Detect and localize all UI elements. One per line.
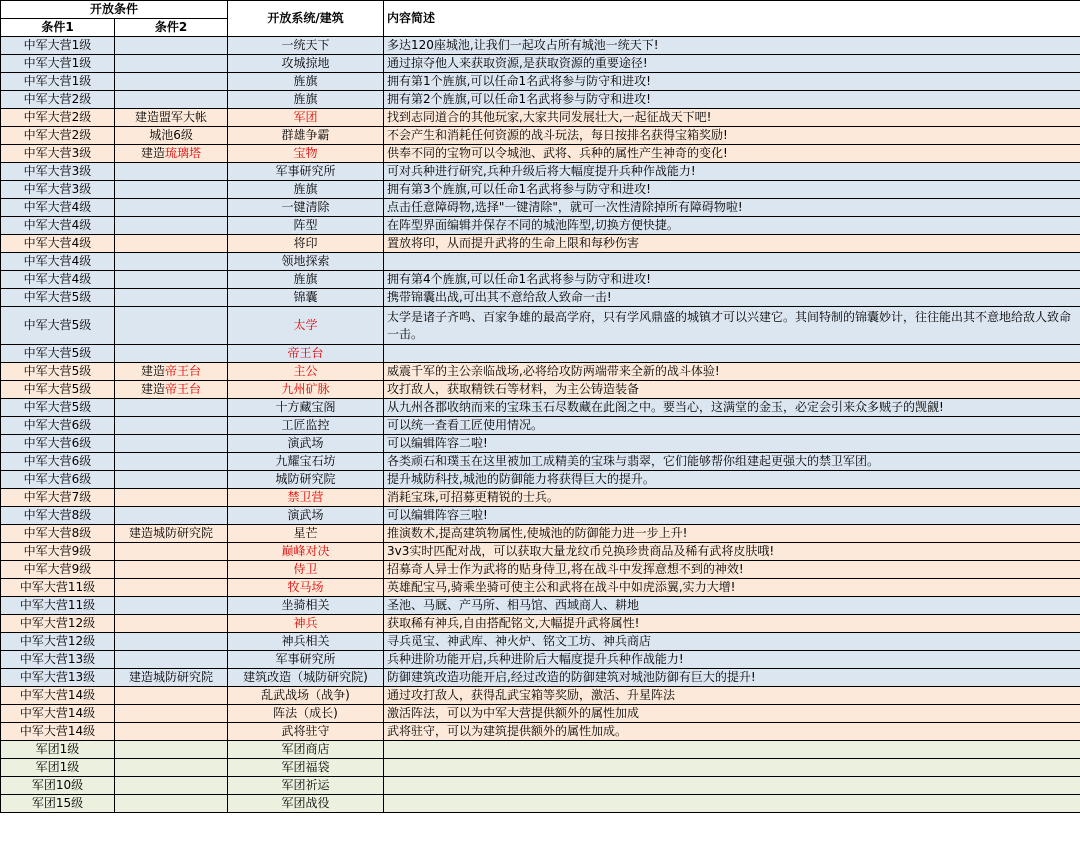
cond1-cell: 中军大营6级	[1, 417, 115, 435]
system-cell: 神兵相关	[228, 633, 384, 651]
cond1-cell: 中军大营1级	[1, 37, 115, 55]
system-cell: 领地探索	[228, 253, 384, 271]
table-row	[1, 615, 1080, 633]
description-cell: 寻兵觅宝、神武库、神火炉、铭文工坊、神兵商店	[384, 633, 1080, 651]
table-row	[1, 289, 1080, 307]
cond1-cell: 中军大营4级	[1, 271, 115, 289]
cond1-cell: 中军大营6级	[1, 471, 115, 489]
system-cell: 牧马场	[228, 579, 384, 597]
cond1-cell: 中军大营6级	[1, 453, 115, 471]
cond1-cell: 中军大营4级	[1, 235, 115, 253]
cond2-cell	[115, 705, 228, 723]
cond1-cell: 军团10级	[1, 777, 115, 795]
table-row	[1, 363, 1080, 381]
system-cell: 武将驻守	[228, 723, 384, 741]
cond2-cell	[115, 615, 228, 633]
system-cell: 禁卫营	[228, 489, 384, 507]
table-row	[1, 525, 1080, 543]
cond2-cell	[115, 489, 228, 507]
cond2-cell	[115, 795, 228, 813]
cond2-cell	[115, 741, 228, 759]
system-cell: 将印	[228, 235, 384, 253]
cond2-cell	[115, 579, 228, 597]
table-row	[1, 91, 1080, 109]
cond2-cell	[115, 561, 228, 579]
table-row	[1, 345, 1080, 363]
cond2-cell	[115, 471, 228, 489]
description-cell: 拥有第1个旌旗,可以任命1名武将参与防守和进攻!	[384, 73, 1080, 91]
cond2-cell	[115, 181, 228, 199]
cond1-cell: 军团15级	[1, 795, 115, 813]
cond2-cell	[115, 687, 228, 705]
system-cell: 星芒	[228, 525, 384, 543]
system-cell: 旌旗	[228, 181, 384, 199]
cond2-cell	[115, 307, 228, 345]
system-cell: 军团祈运	[228, 777, 384, 795]
system-cell: 演武场	[228, 507, 384, 525]
table-row	[1, 453, 1080, 471]
cond2-cell: 建造盟军大帐	[115, 109, 228, 127]
cond1-cell: 中军大营5级	[1, 307, 115, 345]
table-row	[1, 37, 1080, 55]
system-cell: 军团商店	[228, 741, 384, 759]
description-cell: 不会产生和消耗任何资源的战斗玩法，每日按排名获得宝箱奖励!	[384, 127, 1080, 145]
table-row	[1, 381, 1080, 399]
cond1-cell: 中军大营5级	[1, 363, 115, 381]
cond1-cell: 中军大营2级	[1, 109, 115, 127]
description-cell	[384, 345, 1080, 363]
system-cell: 主公	[228, 363, 384, 381]
system-cell: 九耀宝石坊	[228, 453, 384, 471]
cond2-prefix: 建造	[140, 146, 165, 160]
description-cell	[384, 777, 1080, 795]
cond2-cell	[115, 417, 228, 435]
description-cell: 可以编辑阵容二啦!	[384, 435, 1080, 453]
system-cell: 乱武战场（战争)	[228, 687, 384, 705]
system-cell: 军事研究所	[228, 163, 384, 181]
system-cell: 神兵	[228, 615, 384, 633]
description-cell: 可以编辑阵容三啦!	[384, 507, 1080, 525]
header-system: 开放系统/建筑	[228, 1, 384, 37]
system-cell: 锦囊	[228, 289, 384, 307]
description-cell: 拥有第3个旌旗,可以任命1名武将参与防守和进攻!	[384, 181, 1080, 199]
system-cell: 九州矿脉	[228, 381, 384, 399]
cond1-cell: 中军大营14级	[1, 705, 115, 723]
table-row	[1, 253, 1080, 271]
description-cell: 携带锦囊出战,可出其不意给敌人致命一击!	[384, 289, 1080, 307]
system-cell: 十方藏宝阁	[228, 399, 384, 417]
cond2-cell	[115, 91, 228, 109]
cond2-cell	[115, 363, 228, 381]
cond2-prefix: 建造	[140, 364, 165, 378]
table-row	[1, 561, 1080, 579]
description-cell: 圣池、马厩、产马所、相马馆、西域商人、耕地	[384, 597, 1080, 615]
cond2-cell	[115, 759, 228, 777]
system-cell: 群雄争霸	[228, 127, 384, 145]
system-cell: 阵法（成长)	[228, 705, 384, 723]
cond2-cell	[115, 289, 228, 307]
system-cell: 工匠监控	[228, 417, 384, 435]
system-cell: 城防研究院	[228, 471, 384, 489]
header-desc: 内容简述	[384, 1, 1080, 37]
cond2-cell	[115, 217, 228, 235]
cond1-cell: 中军大营4级	[1, 217, 115, 235]
cond1-cell: 中军大营14级	[1, 687, 115, 705]
cond2-cell	[115, 199, 228, 217]
table-row	[1, 723, 1080, 741]
table-row	[1, 73, 1080, 91]
description-cell: 拥有第2个旌旗,可以任命1名武将参与防守和进攻!	[384, 91, 1080, 109]
system-cell: 旌旗	[228, 271, 384, 289]
table-row	[1, 489, 1080, 507]
cond1-cell: 中军大营6级	[1, 435, 115, 453]
table-row	[1, 235, 1080, 253]
description-cell: 在阵型界面编辑并保存不同的城池阵型,切换方便快捷。	[384, 217, 1080, 235]
description-cell: 太学是诸子齐鸣、百家争雄的最高学府，只有学风鼎盛的城镇才可以兴建它。其间特制的锦囊妙计，往往能出其不意地给敌人致命一击。	[384, 307, 1080, 345]
table-row	[1, 633, 1080, 651]
cond1-cell: 中军大营5级	[1, 381, 115, 399]
description-cell: 推演数术,提高建筑物属性,使城池的防御能力进一步上升!	[384, 525, 1080, 543]
description-cell: 供奉不同的宝物可以令城池、武将、兵种的属性产生神奇的变化!	[384, 145, 1080, 163]
cond1-cell: 中军大营11级	[1, 579, 115, 597]
table-row	[1, 55, 1080, 73]
cond2-cell: 建造城防研究院	[115, 669, 228, 687]
cond2-cell	[115, 271, 228, 289]
system-cell: 攻城掠地	[228, 55, 384, 73]
table-row	[1, 651, 1080, 669]
description-cell: 3v3实时匹配对战，可以获取大量龙纹币兑换珍贵商品及稀有武将皮肤哦!	[384, 543, 1080, 561]
cond2-cell	[115, 777, 228, 795]
description-cell: 获取稀有神兵,自由搭配铭文,大幅提升武将属性!	[384, 615, 1080, 633]
cond2-cell: 城池6级	[115, 127, 228, 145]
description-cell	[384, 741, 1080, 759]
system-cell: 坐骑相关	[228, 597, 384, 615]
description-cell: 可以统一查看工匠使用情况。	[384, 417, 1080, 435]
cond2-cell	[115, 507, 228, 525]
table-row	[1, 543, 1080, 561]
table-row	[1, 687, 1080, 705]
table-row	[1, 795, 1080, 813]
cond2-cell	[115, 73, 228, 91]
description-cell: 武将驻守，可以为建筑提供额外的属性加成。	[384, 723, 1080, 741]
description-cell: 各类顽石和璞玉在这里被加工成精美的宝珠与翡翠，它们能够帮你组建起更强大的禁卫军团。	[384, 453, 1080, 471]
table-row	[1, 507, 1080, 525]
table-row	[1, 127, 1080, 145]
description-cell	[384, 759, 1080, 777]
cond1-cell: 中军大营4级	[1, 253, 115, 271]
table-row	[1, 199, 1080, 217]
table-row	[1, 181, 1080, 199]
cond2-cell	[115, 235, 228, 253]
cond2-cell	[115, 633, 228, 651]
cond1-cell: 中军大营12级	[1, 615, 115, 633]
cond1-cell: 中军大营3级	[1, 163, 115, 181]
table-row	[1, 399, 1080, 417]
cond2-cell	[115, 345, 228, 363]
description-cell	[384, 253, 1080, 271]
description-cell: 找到志同道合的其他玩家,大家共同发展壮大,一起征战天下吧!	[384, 109, 1080, 127]
cond2-prefix: 建造	[140, 382, 165, 396]
table-body	[1, 37, 1080, 813]
cond2-cell	[115, 37, 228, 55]
header-open-conditions: 开放条件	[1, 1, 228, 19]
table-row	[1, 669, 1080, 687]
description-cell: 英雄配宝马,骑乘坐骑可使主公和武将在战斗中如虎添翼,实力大增!	[384, 579, 1080, 597]
cond1-cell: 中军大营5级	[1, 345, 115, 363]
system-cell: 一统天下	[228, 37, 384, 55]
table-row	[1, 597, 1080, 615]
table-row	[1, 579, 1080, 597]
description-cell: 通过攻打敌人，获得乱武宝箱等奖励，激活、升星阵法	[384, 687, 1080, 705]
cond1-cell: 中军大营14级	[1, 723, 115, 741]
table-row	[1, 741, 1080, 759]
description-cell: 提升城防科技,城池的防御能力将获得巨大的提升。	[384, 471, 1080, 489]
cond2-cell	[115, 597, 228, 615]
cond1-cell: 中军大营4级	[1, 199, 115, 217]
cond2-cell	[115, 435, 228, 453]
cond2-cell	[115, 651, 228, 669]
table-row	[1, 145, 1080, 163]
description-cell: 点击任意障碍物,选择"一键清除"，就可一次性清除掉所有障碍物啦!	[384, 199, 1080, 217]
system-cell: 帝王台	[228, 345, 384, 363]
cond1-cell: 中军大营13级	[1, 669, 115, 687]
table-row	[1, 109, 1080, 127]
system-cell: 太学	[228, 307, 384, 345]
description-cell: 威震千军的主公亲临战场,必将给攻防两端带来全新的战斗体验!	[384, 363, 1080, 381]
description-cell: 拥有第4个旌旗,可以任命1名武将参与防守和进攻!	[384, 271, 1080, 289]
cond1-cell: 中军大营12级	[1, 633, 115, 651]
description-cell: 防御建筑改造功能开启,经过改造的防御建筑对城池防御有巨大的提升!	[384, 669, 1080, 687]
system-cell: 一键清除	[228, 199, 384, 217]
description-cell: 置放将印，从而提升武将的生命上限和每秒伤害	[384, 235, 1080, 253]
description-cell: 通过掠夺他人来获取资源,是获取资源的重要途径!	[384, 55, 1080, 73]
cond1-cell: 中军大营9级	[1, 561, 115, 579]
description-cell: 消耗宝珠,可招募更精锐的士兵。	[384, 489, 1080, 507]
cond2-cell: 建造城防研究院	[115, 525, 228, 543]
header-cond2: 条件2	[115, 19, 228, 37]
cond1-cell: 中军大营7级	[1, 489, 115, 507]
description-cell: 可对兵种进行研究,兵种升级后将大幅度提升兵种作战能力!	[384, 163, 1080, 181]
table-row	[1, 307, 1080, 345]
description-cell: 从九州各郡收纳而来的宝珠玉石尽数藏在此阁之中。要当心，这满堂的金玉，必定会引来众多贼子的觊觎!	[384, 399, 1080, 417]
cond2-cell	[115, 55, 228, 73]
table-row	[1, 705, 1080, 723]
system-cell: 军事研究所	[228, 651, 384, 669]
system-cell: 军团战役	[228, 795, 384, 813]
cond1-cell: 军团1级	[1, 741, 115, 759]
cond1-cell: 中军大营11级	[1, 597, 115, 615]
description-cell: 兵种进阶功能开启,兵种进阶后大幅度提升兵种作战能力!	[384, 651, 1080, 669]
cond1-cell: 中军大营2级	[1, 91, 115, 109]
cond2-cell	[115, 163, 228, 181]
cond1-cell: 中军大营1级	[1, 73, 115, 91]
description-cell	[384, 795, 1080, 813]
cond2-building: 帝王台	[165, 364, 202, 378]
cond1-cell: 中军大营5级	[1, 289, 115, 307]
cond2-cell	[115, 723, 228, 741]
table-row	[1, 777, 1080, 795]
cond2-cell	[115, 253, 228, 271]
system-cell: 军团福袋	[228, 759, 384, 777]
description-cell: 攻打敌人，获取精铁石等材料，为主公铸造装备	[384, 381, 1080, 399]
cond2-cell	[115, 381, 228, 399]
table-row	[1, 417, 1080, 435]
cond1-cell: 军团1级	[1, 759, 115, 777]
cond1-cell: 中军大营8级	[1, 525, 115, 543]
cond1-cell: 中军大营3级	[1, 181, 115, 199]
cond1-cell: 中军大营9级	[1, 543, 115, 561]
cond1-cell: 中军大营3级	[1, 145, 115, 163]
table-row	[1, 759, 1080, 777]
cond1-cell: 中军大营8级	[1, 507, 115, 525]
system-cell: 旌旗	[228, 91, 384, 109]
system-cell: 宝物	[228, 145, 384, 163]
system-cell: 演武场	[228, 435, 384, 453]
system-cell: 侍卫	[228, 561, 384, 579]
system-cell: 建筑改造（城防研究院)	[228, 669, 384, 687]
cond1-cell: 中军大营2级	[1, 127, 115, 145]
cond2-building: 琉璃塔	[165, 146, 202, 160]
cond2-cell	[115, 453, 228, 471]
cond2-building: 帝王台	[165, 382, 202, 396]
table-row	[1, 271, 1080, 289]
system-cell: 阵型	[228, 217, 384, 235]
table-row	[1, 435, 1080, 453]
cond1-cell: 中军大营5级	[1, 399, 115, 417]
table-row	[1, 163, 1080, 181]
system-cell: 旌旗	[228, 73, 384, 91]
description-cell: 多达120座城池,让我们一起攻占所有城池一统天下!	[384, 37, 1080, 55]
system-cell: 军团	[228, 109, 384, 127]
cond2-cell	[115, 543, 228, 561]
description-cell: 激活阵法，可以为中军大营提供额外的属性加成	[384, 705, 1080, 723]
system-cell: 巅峰对决	[228, 543, 384, 561]
cond1-cell: 中军大营13级	[1, 651, 115, 669]
description-cell: 招募奇人异士作为武将的贴身侍卫,将在战斗中发挥意想不到的神效!	[384, 561, 1080, 579]
cond1-cell: 中军大营1级	[1, 55, 115, 73]
table-row	[1, 217, 1080, 235]
cond2-cell	[115, 399, 228, 417]
header-cond1: 条件1	[1, 19, 115, 37]
table-row	[1, 471, 1080, 489]
cond2-cell	[115, 145, 228, 163]
